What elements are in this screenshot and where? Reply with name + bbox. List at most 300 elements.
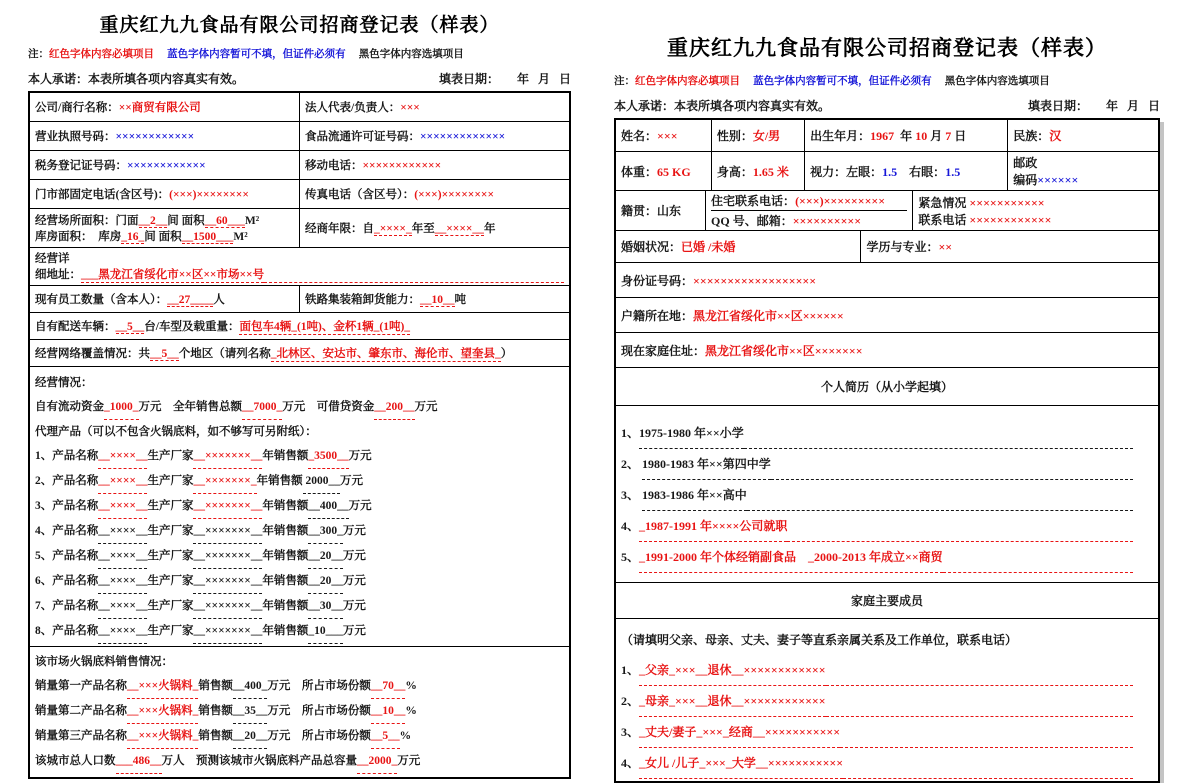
text-segment: 销量第三产品名称 bbox=[35, 730, 127, 742]
text-segment: ×××××××××××× bbox=[115, 131, 195, 143]
text-segment: _1000_ bbox=[104, 395, 139, 420]
text-segment: ___486__ bbox=[116, 749, 162, 774]
text-segment: 紧急情况 bbox=[918, 195, 970, 210]
text-segment: 编码 bbox=[1013, 173, 1038, 187]
text-segment: 台/车型及载重量： bbox=[144, 320, 240, 333]
address-value-line bbox=[35, 266, 564, 283]
table-row bbox=[616, 120, 1158, 151]
city-population-forecast bbox=[35, 749, 564, 774]
text-segment: 右眼： bbox=[897, 164, 946, 179]
fill-line bbox=[747, 480, 1133, 511]
product-line-7 bbox=[35, 594, 564, 619]
text-segment: 3、产品名称 bbox=[35, 500, 99, 512]
text-segment: 万元 bbox=[342, 575, 366, 587]
text-segment: __30__ bbox=[308, 594, 343, 619]
text-segment: 7、产品名称 bbox=[35, 600, 99, 612]
text-segment: 姓名： bbox=[621, 129, 658, 143]
text-segment: _女儿 /儿子_×××_大学__××××××××××× bbox=[639, 748, 843, 779]
table-row bbox=[30, 285, 569, 312]
text-segment: 出生年月： bbox=[810, 129, 871, 143]
text-segment: ××××××××××××× bbox=[420, 131, 506, 143]
text-segment: 税务登记证号码： bbox=[35, 160, 127, 172]
promise-text: 本人承诺：本表所填各项内容真实有效。 bbox=[28, 72, 245, 86]
id-number-cell bbox=[616, 263, 1158, 297]
text-segment: __×××××××__ bbox=[193, 444, 262, 469]
text-segment: _××××_ bbox=[374, 223, 412, 235]
table-row bbox=[616, 405, 1158, 582]
text-segment: __400_ bbox=[233, 674, 268, 699]
native-place bbox=[621, 202, 700, 219]
text-segment: 年销售额 bbox=[262, 500, 309, 512]
text-segment: __400__ bbox=[308, 494, 348, 519]
text-segment: 万元 bbox=[397, 755, 421, 767]
text-segment: 10 bbox=[915, 129, 928, 143]
postal-code-cell bbox=[1007, 152, 1158, 190]
text-segment: __2__ bbox=[138, 215, 168, 227]
text-segment: 1.65 米 bbox=[752, 164, 789, 179]
table-row bbox=[616, 582, 1158, 618]
text-segment: ××× bbox=[657, 129, 678, 143]
text-segment: ×××××××××××× bbox=[362, 160, 442, 172]
text-segment: 生产厂家 bbox=[147, 550, 194, 562]
text-segment: 万元 所占市场份额 bbox=[267, 705, 371, 717]
resume-entry-4 bbox=[621, 511, 1153, 542]
text-segment: __2000_ bbox=[357, 749, 397, 774]
text-segment: 4、 bbox=[621, 756, 640, 770]
business-years-cell bbox=[299, 209, 569, 247]
business-address-cell bbox=[30, 248, 569, 285]
text-segment: 万元 所占市场份额 bbox=[267, 730, 371, 742]
education-cell bbox=[860, 231, 1158, 262]
fill-line bbox=[943, 542, 1133, 573]
text-segment: __×××火锅料_ bbox=[127, 699, 198, 724]
text-segment: __××××__ bbox=[98, 469, 147, 494]
text-segment: __××××__ bbox=[98, 594, 147, 619]
text-segment: (×××)×××××××× bbox=[169, 189, 249, 201]
text-segment: 7 bbox=[945, 129, 952, 143]
text-segment: ×× bbox=[938, 240, 953, 254]
text-segment: 65 KG bbox=[657, 164, 691, 179]
page-title: 重庆红九九食品有限公司招商登记表（样表） bbox=[667, 36, 1107, 60]
product-line-4 bbox=[35, 519, 564, 544]
text-segment: ××× bbox=[400, 102, 420, 114]
text-segment: 生产厂家 bbox=[147, 475, 194, 487]
premises-area-cell bbox=[30, 209, 299, 247]
text-segment: 联系电话 bbox=[918, 212, 970, 227]
business-license-cell bbox=[30, 122, 299, 150]
warehouse-area bbox=[35, 228, 294, 244]
text-segment: 1980-1983 年××第四中学 bbox=[642, 449, 771, 480]
text-segment: 1.5 bbox=[882, 164, 898, 179]
table-row bbox=[30, 208, 569, 247]
applicant-name bbox=[621, 127, 706, 144]
text-segment: 年销售额 bbox=[262, 625, 309, 637]
network-coverage bbox=[35, 345, 564, 362]
product-line-3 bbox=[35, 494, 564, 519]
table-row bbox=[30, 312, 569, 339]
table-row bbox=[30, 121, 569, 150]
fill-line bbox=[826, 655, 1133, 686]
text-segment: 间 面积 bbox=[167, 215, 205, 227]
text-segment: 住宅联系电话： bbox=[711, 194, 796, 208]
text-segment: __××××__ bbox=[98, 519, 147, 544]
text-segment: 月 bbox=[927, 129, 946, 143]
text-segment: 邮政 bbox=[1013, 156, 1038, 170]
text-segment: 该城市总人口数 bbox=[35, 755, 116, 767]
text-segment: 经营详 bbox=[35, 253, 70, 265]
store-phone-cell bbox=[30, 180, 299, 208]
family-header-cell bbox=[616, 583, 1158, 618]
rail-capacity bbox=[305, 291, 564, 307]
fill-line bbox=[840, 717, 1133, 748]
table-row bbox=[616, 262, 1158, 297]
resume-entry-5 bbox=[621, 542, 1153, 573]
text-segment: 红色字体内容必填项目 bbox=[635, 76, 740, 87]
text-segment: _北林区、安达市、肇东市、海伦市、望奎县_ bbox=[271, 345, 501, 362]
text-segment: 1967 bbox=[870, 129, 895, 143]
table-row bbox=[616, 230, 1158, 262]
text-segment: 1.5 bbox=[945, 164, 961, 179]
text-segment: 8、产品名称 bbox=[35, 625, 99, 637]
text-segment bbox=[346, 46, 359, 61]
gender bbox=[717, 127, 799, 144]
text-segment: 2、 bbox=[621, 457, 643, 471]
current-address bbox=[621, 342, 1153, 359]
text-segment: 万元 bbox=[342, 550, 366, 562]
height bbox=[717, 163, 799, 180]
text-segment: 民族： bbox=[1013, 129, 1050, 143]
text-segment: 销售额 bbox=[198, 730, 233, 742]
company-name bbox=[35, 99, 294, 115]
table-row bbox=[616, 367, 1158, 405]
text-segment: 公司/商行名称： bbox=[35, 102, 119, 114]
text-segment: 万元 全年销售总额 bbox=[138, 401, 242, 413]
table-row bbox=[30, 247, 569, 285]
hotpot-market-cell bbox=[30, 647, 569, 777]
text-segment: 年销售额 bbox=[262, 575, 309, 587]
text-segment: ×××××××××× bbox=[792, 214, 862, 228]
text-segment: % bbox=[405, 680, 417, 692]
text-segment: % bbox=[405, 705, 417, 717]
business-license bbox=[35, 128, 294, 144]
text-segment: 籍贯：山东 bbox=[621, 204, 682, 218]
text-segment: __××××__ bbox=[98, 619, 147, 644]
text-segment: 万人 预测该城市火锅底料产品总容量 bbox=[161, 755, 357, 767]
text-segment: 食品流通许可证号码： bbox=[305, 131, 420, 143]
text-segment: __××××__ bbox=[98, 444, 147, 469]
fax-cell bbox=[299, 180, 569, 208]
text-segment: QQ 号、邮箱： bbox=[711, 214, 793, 228]
text-segment: 人 bbox=[213, 294, 225, 306]
text-segment: 铁路集装箱卸货能力： bbox=[305, 294, 420, 306]
text-segment: __×××××××__ bbox=[193, 619, 262, 644]
store-phone bbox=[35, 186, 294, 202]
text-segment: __×××火锅料_ bbox=[127, 674, 198, 699]
agency-products-note bbox=[35, 420, 564, 444]
text-segment: 视力：左眼： bbox=[810, 164, 883, 179]
family-member-3 bbox=[621, 717, 1153, 748]
tax-cert bbox=[35, 157, 294, 173]
text-segment: (×××)×××××××× bbox=[414, 189, 494, 201]
gender-cell bbox=[711, 120, 804, 151]
emergency-contact-cell bbox=[912, 191, 1158, 230]
text-segment: 间 面积 bbox=[144, 231, 182, 243]
text-segment: ） bbox=[500, 347, 513, 360]
text-segment: 注： bbox=[28, 49, 49, 60]
table-row bbox=[30, 366, 569, 646]
fill-line bbox=[787, 511, 1133, 542]
text-segment: 销量第二产品名称 bbox=[35, 705, 127, 717]
network-coverage-cell bbox=[30, 340, 569, 366]
weight bbox=[621, 163, 706, 180]
text-segment: 生产厂家 bbox=[147, 500, 194, 512]
food-permit-cell bbox=[299, 122, 569, 150]
fill-line bbox=[771, 449, 1133, 480]
text-segment: __×××××××__ bbox=[193, 519, 262, 544]
text-segment: 年销售额 bbox=[262, 600, 309, 612]
product-line-6 bbox=[35, 569, 564, 594]
text-segment: 1、产品名称 bbox=[35, 450, 99, 462]
fill-line bbox=[826, 686, 1133, 717]
resume-entry-1 bbox=[621, 418, 1153, 449]
text-segment: __60___ bbox=[204, 215, 245, 227]
text-segment: __1500___ bbox=[181, 231, 234, 243]
family-member-2 bbox=[621, 686, 1153, 717]
text-segment: 年 bbox=[483, 223, 496, 235]
text-segment: __×××××××__ bbox=[193, 594, 262, 619]
promise-line bbox=[614, 97, 1160, 114]
text-segment: __70__ bbox=[371, 674, 406, 699]
text-segment: __5__ bbox=[150, 347, 179, 360]
text-segment: 黑龙江省绥化市××区××××××× bbox=[705, 343, 863, 358]
table-row bbox=[30, 179, 569, 208]
text-segment: M² bbox=[244, 215, 260, 227]
text-segment: ×××××××××××××××××× bbox=[693, 273, 817, 288]
text-segment: 1、 bbox=[621, 426, 640, 440]
text-segment: 3、 bbox=[621, 725, 640, 739]
top3-product bbox=[35, 724, 564, 749]
table-row bbox=[30, 339, 569, 366]
text-segment: 已婚 /未婚 bbox=[681, 240, 736, 254]
mobile-phone bbox=[305, 157, 564, 173]
text-segment: 蓝色字体内容暂可不填，但证件必须有 bbox=[753, 76, 932, 87]
education-major bbox=[866, 238, 1153, 255]
fill-line bbox=[744, 418, 1133, 449]
text-segment: __××××__ bbox=[98, 544, 147, 569]
text-segment: 年至 bbox=[411, 223, 435, 235]
text-segment: 传真电话（含区号）： bbox=[305, 189, 415, 201]
resume-cell bbox=[616, 406, 1158, 582]
text-segment: __××××__ bbox=[98, 494, 147, 519]
employee-count bbox=[35, 291, 294, 307]
right-form-page bbox=[614, 32, 1160, 783]
text-segment: __20__ bbox=[308, 569, 343, 594]
storefront-area bbox=[35, 212, 294, 228]
text-segment: 1983-1986 年××高中 bbox=[642, 480, 747, 511]
registered-residence-cell bbox=[616, 298, 1158, 332]
text-segment: 经营场所面积：门面 bbox=[35, 215, 139, 227]
text-segment: 经营情况： bbox=[35, 377, 93, 389]
text-segment: 细地址： bbox=[35, 269, 81, 281]
text-segment: __×××××××__ bbox=[193, 494, 262, 519]
vision bbox=[810, 163, 1002, 180]
id-number bbox=[621, 272, 1153, 289]
text-segment: 身份证号码： bbox=[621, 273, 694, 288]
home-contact-cell bbox=[705, 191, 912, 230]
text-segment: __××××__ bbox=[434, 223, 484, 235]
text-segment: __××××__ bbox=[98, 569, 147, 594]
text-segment: 黑色字体内容选填项目 bbox=[358, 49, 464, 60]
family-member-1 bbox=[621, 655, 1153, 686]
text-segment: 销售额 bbox=[198, 680, 233, 692]
product-line-8 bbox=[35, 619, 564, 644]
text-segment: 1、 bbox=[621, 663, 640, 677]
text-segment: 万元 bbox=[414, 401, 438, 413]
text-segment: __200__ bbox=[374, 395, 414, 420]
text-segment: M² bbox=[233, 231, 248, 243]
text-segment: ___黑龙江省绥化市××区××市场××号 bbox=[81, 266, 264, 283]
registered-residence bbox=[621, 307, 1153, 324]
text-segment: 万元 bbox=[342, 525, 366, 537]
qq-email-subrow bbox=[711, 210, 907, 230]
resume-header-cell bbox=[616, 368, 1158, 405]
text-segment: __35__ bbox=[233, 699, 268, 724]
text-segment: 万元 bbox=[342, 600, 366, 612]
mobile-phone-cell bbox=[299, 151, 569, 179]
top1-product bbox=[35, 674, 564, 699]
text-segment: 3、 bbox=[621, 488, 643, 502]
text-segment: 吨 bbox=[454, 294, 466, 306]
family-note bbox=[621, 625, 1153, 655]
product-line-1 bbox=[35, 444, 564, 469]
current-address-cell bbox=[616, 333, 1158, 367]
fill-date-label: 填表日期： 年 月 日 bbox=[438, 72, 571, 86]
text-segment: 库房面积： 库房 bbox=[35, 231, 122, 243]
text-segment: 6、产品名称 bbox=[35, 575, 99, 587]
employee-count-cell bbox=[30, 286, 299, 312]
text-segment: __10__ bbox=[420, 294, 455, 306]
family-members-cell bbox=[616, 619, 1158, 781]
table-row bbox=[30, 93, 569, 121]
text-segment: 2、 bbox=[621, 694, 640, 708]
text-segment: 年 bbox=[894, 129, 916, 143]
text-segment: 生产厂家 bbox=[147, 575, 194, 587]
text-segment: ×××××× bbox=[1037, 173, 1079, 187]
marital-status-cell bbox=[616, 231, 860, 262]
text-segment: __10__ bbox=[371, 699, 406, 724]
text-segment: 身高： bbox=[716, 164, 753, 179]
product-line-2 bbox=[35, 469, 564, 494]
postal-label bbox=[1013, 154, 1153, 171]
native-place-cell bbox=[616, 191, 705, 230]
left-form-page bbox=[28, 10, 571, 779]
text-segment bbox=[740, 73, 753, 88]
postal-code bbox=[1013, 171, 1153, 188]
text-segment: 红色字体内容必填项目 bbox=[49, 49, 154, 60]
text-segment: 4、 bbox=[621, 519, 640, 533]
table-row bbox=[30, 646, 569, 777]
text-segment: 5、产品名称 bbox=[35, 550, 99, 562]
text-segment: 该市场火锅底料销售情况： bbox=[35, 656, 173, 668]
text-segment: __×××××××_ bbox=[193, 469, 256, 494]
emergency-label-line bbox=[918, 194, 1153, 211]
text-segment: _1991-2000 年个体经销副食品 _2000-2013 年成立××商贸 bbox=[639, 542, 943, 573]
text-segment: _10___ bbox=[308, 619, 343, 644]
capital-and-sales bbox=[35, 395, 564, 420]
address-label-line1 bbox=[35, 250, 564, 266]
text-segment: ××商贸有限公司 bbox=[118, 102, 201, 114]
ethnicity-cell bbox=[1007, 120, 1158, 151]
text-segment: 生产厂家 bbox=[147, 525, 194, 537]
color-legend-note bbox=[28, 46, 571, 61]
text-segment: __20__ bbox=[308, 544, 343, 569]
birthdate-cell bbox=[804, 120, 1007, 151]
business-situation-title bbox=[35, 371, 564, 395]
text-segment: 女/男 bbox=[752, 129, 781, 143]
text-segment: 现有员工数量（含本人）： bbox=[35, 294, 168, 306]
text-segment: 年销售额 bbox=[262, 450, 309, 462]
delivery-vehicles-cell bbox=[30, 313, 569, 339]
text-segment: __×××火锅料_ bbox=[127, 724, 198, 749]
text-segment: 营业执照号码： bbox=[35, 131, 116, 143]
legal-rep-cell bbox=[299, 93, 569, 121]
qq-email bbox=[711, 212, 861, 229]
text-segment bbox=[932, 73, 945, 88]
home-phone bbox=[711, 192, 885, 209]
text-segment: __5__ bbox=[371, 724, 400, 749]
text-segment: 汉 bbox=[1049, 129, 1062, 143]
table-row bbox=[616, 297, 1158, 332]
legal-rep bbox=[305, 99, 564, 115]
text-segment: 万元 bbox=[342, 625, 366, 637]
text-segment: 现在家庭住址： bbox=[621, 343, 706, 358]
text-segment: 2、产品名称 bbox=[35, 475, 99, 487]
text-segment: __7000_ bbox=[242, 395, 282, 420]
text-segment: 法人代表/负责人： bbox=[305, 102, 401, 114]
text-segment: __27____ bbox=[167, 294, 214, 306]
fax-number bbox=[305, 186, 564, 202]
text-segment: __300_ bbox=[308, 519, 343, 544]
food-permit bbox=[305, 128, 564, 144]
text-segment: 经商年限：自 bbox=[305, 223, 374, 235]
text-segment: 体重： bbox=[621, 164, 658, 179]
emergency-phone-line bbox=[918, 211, 1153, 228]
business-years bbox=[305, 220, 564, 236]
text-segment: 生产厂家 bbox=[147, 450, 194, 462]
text-segment: 黑龙江省绥化市××区×××××× bbox=[693, 308, 844, 323]
ethnicity bbox=[1013, 127, 1153, 144]
page-title: 重庆红九九食品有限公司招商登记表（样表） bbox=[99, 15, 500, 36]
fill-line bbox=[843, 748, 1133, 779]
text-segment: 个地区（请列名称 bbox=[178, 347, 271, 360]
text-segment: __5__ bbox=[115, 320, 145, 333]
top2-product bbox=[35, 699, 564, 724]
text-segment: _3500__ bbox=[308, 444, 348, 469]
text-segment: 性别： bbox=[716, 129, 753, 143]
text-segment: 门市部固定电话(含区号)： bbox=[35, 189, 170, 201]
text-segment: 万元 可借贷资金 bbox=[282, 401, 375, 413]
color-legend-note bbox=[614, 73, 1160, 88]
birthdate bbox=[810, 127, 1002, 144]
name-cell bbox=[616, 120, 711, 151]
promise-line bbox=[28, 70, 571, 87]
delivery-vehicles bbox=[35, 318, 564, 335]
personal-registration-table bbox=[614, 118, 1160, 783]
text-segment: （请填明父亲、母亲、丈夫、妻子等直系亲属关系及工作单位，联系电话） bbox=[621, 633, 1018, 647]
text-segment bbox=[154, 46, 167, 61]
text-segment: 学历与专业： bbox=[866, 240, 939, 254]
text-segment: __×××××××__ bbox=[193, 544, 262, 569]
